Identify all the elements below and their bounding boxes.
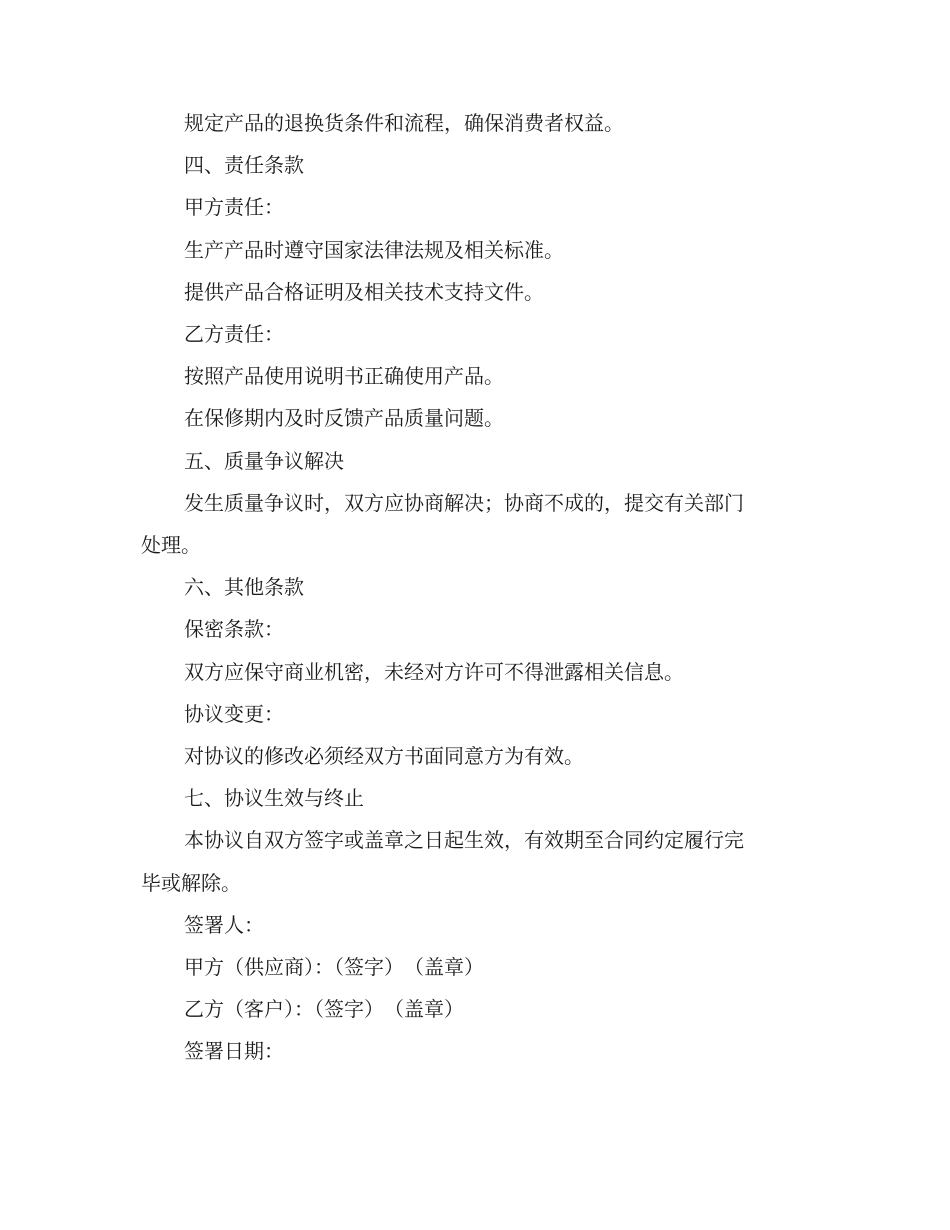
party-b-responsibility-item-2: 在保修期内及时反馈产品质量问题。 (184, 406, 504, 431)
party-a-signature-line: 甲方（供应商）：（签字） （盖章） (184, 955, 484, 980)
amendment-label: 协议变更： (184, 701, 284, 726)
dispute-text-line-2: 处理。 (141, 533, 201, 558)
amendment-text: 对协议的修改必须经双方书面同意方为有效。 (184, 744, 584, 769)
effect-text-line-2: 毕或解除。 (141, 870, 241, 895)
document-body (141, 102, 801, 1073)
confidentiality-label: 保密条款： (184, 617, 284, 642)
paragraph-return-policy: 规定产品的退换货条件和流程，确保消费者权益。 (184, 111, 624, 135)
signatories-label: 签署人： (184, 912, 264, 937)
party-b-signature-line: 乙方（客户）：（签字） （盖章） (184, 997, 464, 1022)
party-b-responsibility-label: 乙方责任： (184, 322, 284, 347)
party-a-responsibility-label: 甲方责任： (184, 195, 284, 220)
section-heading-dispute: 五、质量争议解决 (184, 448, 344, 473)
party-a-responsibility-item-2: 提供产品合格证明及相关技术支持文件。 (184, 279, 544, 304)
section-heading-responsibility: 四、责任条款 (184, 153, 304, 178)
effect-text-line-1: 本协议自双方签字或盖章之日起生效，有效期至合同约定履行完 (184, 828, 744, 853)
section-heading-other: 六、其他条款 (184, 575, 304, 600)
party-b-responsibility-item-1: 按照产品使用说明书正确使用产品。 (184, 364, 504, 389)
section-heading-effect: 七、协议生效与终止 (184, 786, 364, 811)
dispute-text-line-1: 发生质量争议时，双方应协商解决；协商不成的，提交有关部门 (184, 490, 744, 515)
confidentiality-text: 双方应保守商业机密，未经对方许可不得泄露相关信息。 (184, 659, 684, 684)
party-a-responsibility-item-1: 生产产品时遵守国家法律法规及相关标准。 (184, 237, 564, 262)
signing-date-label: 签署日期： (184, 1039, 284, 1064)
